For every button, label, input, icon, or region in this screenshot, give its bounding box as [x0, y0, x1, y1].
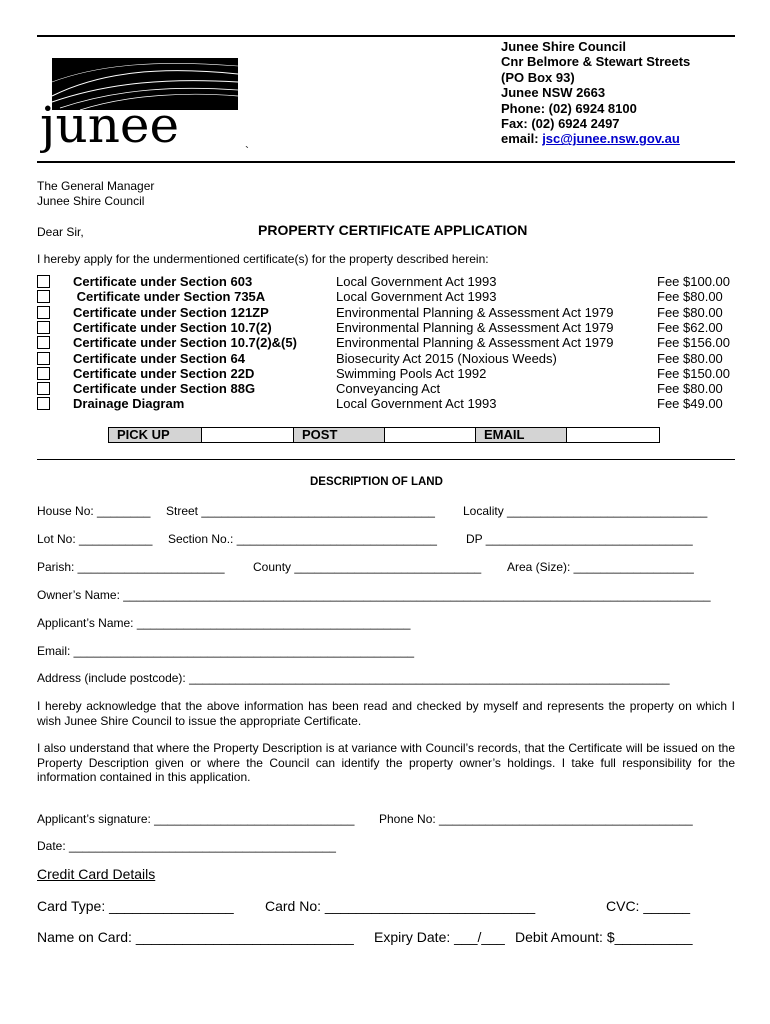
email-field[interactable]: Email: ___________________________________________________ [37, 644, 415, 658]
certificate-fee: Fee $80.00 [657, 350, 723, 366]
email-box[interactable] [567, 428, 659, 442]
certificate-row [37, 366, 742, 381]
certificate-checkbox[interactable] [37, 275, 50, 288]
certificate-row [37, 381, 742, 396]
certificate-name: Certificate under Section 64 [73, 350, 245, 366]
certificate-fee: Fee $80.00 [657, 304, 723, 320]
certificate-row [37, 335, 742, 350]
certificate-act: Environmental Planning & Assessment Act 1979 [336, 335, 614, 351]
acknowledge-paragraph-2: I also understand that where the Property Description is at variance with Council’s records, that the Certificate will be issued on the Property Description given or where the Council can identify the property owner’s holdings. I take full responsibility for the information contained in this application. [37, 741, 735, 784]
recipient-line-2: Junee Shire Council [37, 194, 145, 208]
certificate-act: Biosecurity Act 2015 (Noxious Weeds) [336, 350, 557, 366]
certificate-checkbox[interactable] [37, 382, 50, 395]
date-field[interactable]: Date: ________________________________________ [37, 839, 336, 853]
card-type-field[interactable]: Card Type: ________________ [37, 898, 234, 914]
salutation: Dear Sir, [37, 225, 84, 239]
certificate-act: Local Government Act 1993 [336, 396, 497, 412]
post-label: POST [294, 428, 385, 442]
locality-field[interactable]: Locality ______________________________ [463, 504, 708, 518]
certificate-checkbox[interactable] [37, 352, 50, 365]
certificate-row [37, 305, 742, 320]
logo-wordmark: junee [40, 96, 180, 154]
certificate-name: Certificate under Section 121ZP [73, 304, 269, 320]
certificate-act: Environmental Planning & Assessment Act 1979 [336, 304, 614, 320]
applicant-name-field[interactable]: Applicant’s Name: _________________________________________ [37, 616, 411, 630]
email-label: email: [501, 131, 543, 147]
certificate-fee: Fee $100.00 [657, 274, 731, 289]
certificate-row [37, 320, 742, 335]
credit-card-heading: Credit Card Details [37, 866, 156, 882]
certificate-fee: Fee $80.00 [657, 381, 723, 397]
council-fax: Fax: (02) 6924 2497 [501, 116, 620, 132]
certificate-fee: Fee $80.00 [657, 289, 723, 305]
county-field[interactable]: County ____________________________ [253, 560, 482, 574]
card-no-field[interactable]: Card No: ___________________________ [265, 898, 536, 914]
certificate-act: Swimming Pools Act 1992 [336, 365, 487, 381]
certificate-name: Certificate under Section 10.7(2) [73, 319, 272, 335]
junee-logo [40, 52, 240, 160]
certificate-checkbox[interactable] [37, 397, 50, 410]
recipient-line-1: The General Manager [37, 179, 155, 193]
owner-name-field[interactable]: Owner’s Name: ________________________________________________________________________________________ [37, 588, 711, 602]
certificate-name: Certificate under Section 735A [73, 289, 266, 305]
council-po-box: (PO Box 93) [501, 69, 575, 85]
header-rule [37, 161, 735, 163]
council-email-link[interactable]: jsc@junee.nsw.gov.au [542, 131, 680, 147]
post-box[interactable] [385, 428, 476, 442]
certificate-checkbox[interactable] [37, 336, 50, 349]
certificate-name: Certificate under Section 603 [73, 274, 253, 289]
top-rule [37, 35, 735, 37]
certificate-act: Environmental Planning & Assessment Act 1979 [336, 319, 614, 335]
name-on-card-field[interactable]: Name on Card: ____________________________ [37, 929, 354, 945]
certificate-fee: Fee $150.00 [657, 365, 731, 381]
stray-mark: ` [245, 144, 249, 158]
debit-amount-field[interactable]: Debit Amount: $__________ [515, 929, 693, 945]
pickup-box[interactable] [202, 428, 294, 442]
page-title: PROPERTY CERTIFICATE APPLICATION [258, 222, 528, 238]
council-town: Junee NSW 2663 [501, 85, 606, 101]
street-field[interactable]: Street ___________________________________ [166, 504, 435, 518]
junee-logo-graphic [40, 52, 240, 160]
certificate-checkbox[interactable] [37, 321, 50, 334]
certificate-row [37, 274, 742, 289]
pickup-label: PICK UP [109, 428, 202, 442]
council-phone: Phone: (02) 6924 8100 [501, 100, 637, 116]
certificate-row [37, 396, 742, 411]
certificate-row [37, 351, 742, 366]
address-field[interactable]: Address (include postcode): ________________________________________________________________________ [37, 671, 670, 685]
certificate-fee: Fee $156.00 [657, 335, 731, 351]
certificate-name: Certificate under Section 88G [73, 381, 256, 397]
certificate-fee: Fee $62.00 [657, 319, 723, 335]
expiry-date-field[interactable]: Expiry Date: ___/___ [374, 929, 505, 945]
signature-field[interactable]: Applicant’s signature: ______________________________ [37, 812, 355, 826]
parish-field[interactable]: Parish: ______________________ [37, 560, 225, 574]
certificate-name: Certificate under Section 22D [73, 365, 255, 381]
acknowledge-paragraph-1: I hereby acknowledge that the above information has been read and checked by myself and represents the property on which I wish Junee Shire Council to issue the appropriate Certificate. [37, 699, 735, 728]
certificate-act: Conveyancing Act [336, 381, 441, 397]
intro-text: I hereby apply for the undermentioned certificate(s) for the property described herein: [37, 252, 489, 266]
area-field[interactable]: Area (Size): __________________ [507, 560, 694, 574]
cvc-field[interactable]: CVC: ______ [606, 898, 691, 914]
certificate-fee: Fee $49.00 [657, 396, 723, 412]
section-rule [37, 459, 735, 460]
email-label: EMAIL [476, 428, 567, 442]
certificate-name: Certificate under Section 10.7(2)&(5) [73, 335, 297, 351]
council-email-line [501, 131, 690, 146]
section-no-field[interactable]: Section No.: ______________________________ [168, 532, 437, 546]
certificate-checkbox[interactable] [37, 290, 50, 303]
dp-field[interactable]: DP _______________________________ [466, 532, 693, 546]
council-street: Cnr Belmore & Stewart Streets [501, 54, 691, 70]
lot-no-field[interactable]: Lot No: ___________ [37, 532, 153, 546]
certificate-checkbox[interactable] [37, 367, 50, 380]
land-heading: DESCRIPTION OF LAND [310, 476, 443, 488]
council-name: Junee Shire Council [501, 39, 626, 54]
phone-field[interactable]: Phone No: ______________________________________ [379, 812, 693, 826]
certificate-act: Local Government Act 1993 [336, 274, 497, 289]
certificate-row [37, 289, 742, 304]
delivery-options [108, 427, 660, 443]
house-no-field[interactable]: House No: ________ [37, 504, 151, 518]
certificate-act: Local Government Act 1993 [336, 289, 497, 305]
council-address [501, 39, 690, 147]
certificate-name: Drainage Diagram [73, 396, 185, 412]
certificate-checkbox[interactable] [37, 306, 50, 319]
